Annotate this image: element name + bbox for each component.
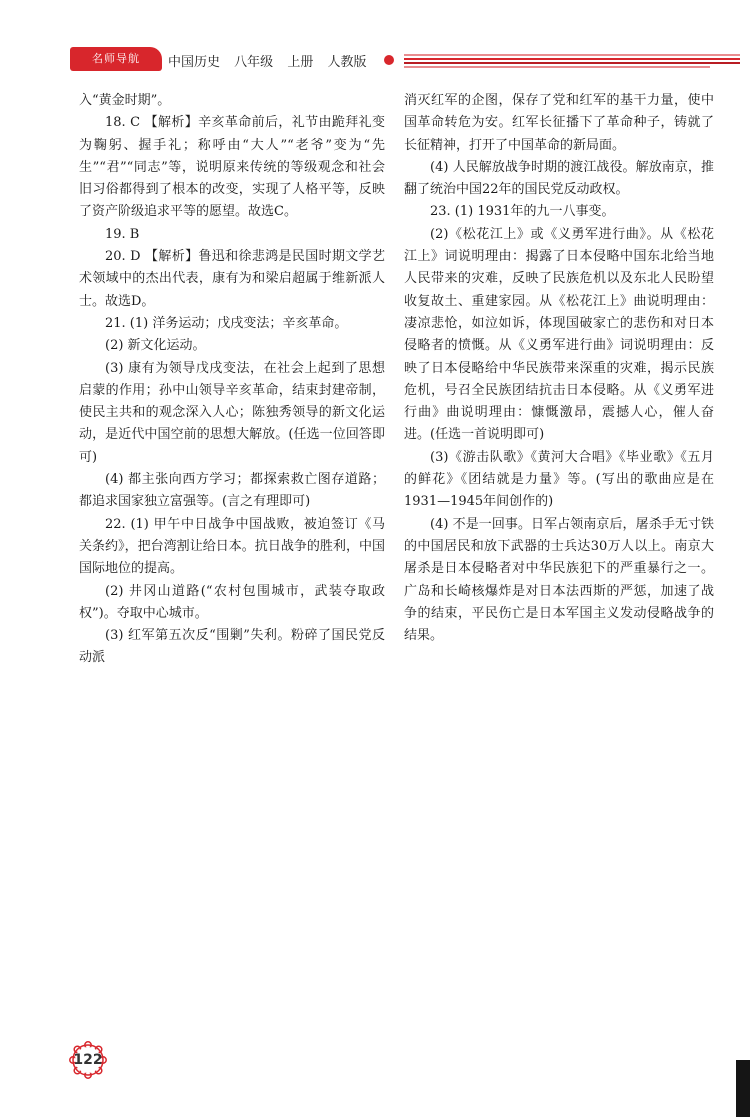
- answer-paragraph: (2)《松花江上》或《义勇军进行曲》。从《松花江上》词说明理由：揭露了日本侵略中国东北给当地人民带来的灾难，反映了民族危机以及东北人民盼望收复故土、重建家园。从《松花江上》曲说明理由：凄凉悲怆，如泣如诉，体现国破家亡的悲伤和对日本侵略者的愤慨。从《义勇军进行曲》词说明理由：反映了日本侵略给中华民族带来深重的灾难，揭示民族危机，号召全民族团结抗击日本侵略。从《义勇军进行曲》曲说明理由：慷慨激昂，震撼人心，催人奋进。(任选一首说明即可): [404, 226, 714, 443]
- series-tag: 名师导航: [70, 47, 162, 71]
- book-info: [168, 51, 376, 70]
- page-number-badge: [68, 1040, 108, 1080]
- answer-paragraph: 20. D 【解析】鲁迅和徐悲鸿是民国时期文学艺术领域中的杰出代表，康有为和梁启超属于维新派人士。故选D。: [79, 249, 385, 309]
- page-number: 122: [73, 1052, 103, 1068]
- answer-paragraph: 21. (1) 洋务运动；戊戌变法；辛亥革命。: [105, 315, 348, 331]
- answer-paragraph: 18. C 【解析】辛亥革命前后，礼节由跪拜礼变为鞠躬、握手礼；称呼由“大人”“老爷”变为“先生”“君”“同志”等，说明原来传统的等级观念和社会旧习俗都得到了根本的改变，实现了人格平等，反映了资产阶级追求平等的愿望。故选C。: [79, 115, 385, 220]
- answer-paragraph: (2) 井冈山道路(“农村包围城市，武装夺取政权”)。夺取中心城市。: [79, 583, 385, 621]
- edge-tab: [736, 1060, 750, 1117]
- answer-paragraph: (3)《游击队歌》《黄河大合唱》《毕业歌》《五月的鲜花》《团结就是力量》等。(写出的歌曲应是在1931—1945年间创作的): [404, 449, 714, 510]
- header-dot-ornament: [384, 55, 394, 65]
- header-stripe-ornament: [404, 52, 740, 68]
- subject-label: 中国历史: [168, 55, 221, 70]
- edition-label: 人教版: [327, 55, 367, 70]
- answer-paragraph: (3) 红军第五次反“围剿”失利。粉碎了国民党反动派: [79, 628, 385, 666]
- answer-paragraph: 19. B: [105, 226, 140, 242]
- answer-paragraph: 消灭红军的企图，保存了党和红军的基干力量，使中国革命转危为安。红军长征播下了革命种子，铸就了长征精神，打开了中国革命的新局面。: [404, 93, 714, 153]
- page-header: [0, 0, 750, 80]
- answer-paragraph: (4) 都主张向西方学习；都探索救亡图存道路；都追求国家独立富强等。(言之有理即可): [79, 472, 385, 510]
- answer-paragraph: 入“黄金时期”。: [79, 93, 171, 108]
- answer-paragraph: 23. (1) 1931年的九一八事变。: [430, 204, 615, 220]
- answer-paragraph: (2) 新文化运动。: [105, 338, 206, 354]
- answer-paragraph: 22. (1) 甲午中日战争中国战败，被迫签订《马关条约》，把台湾割让给日本。抗日战争的胜利，中国国际地位的提高。: [79, 516, 385, 577]
- volume-label: 上册: [287, 55, 314, 70]
- left-column: [79, 90, 385, 670]
- grade-label: 八年级: [234, 55, 274, 70]
- answer-paragraph: (3) 康有为领导戊戌变法，在社会上起到了思想启蒙的作用；孙中山领导辛亥革命，结束封建帝制，使民主共和的观念深入人心；陈独秀领导的新文化运动，是近代中国空前的思想大解放。(任选一位回答即可): [79, 360, 385, 465]
- answer-paragraph: (4) 人民解放战争时期的渡江战役。解放南京，推翻了统治中国22年的国民党反动政权。: [404, 159, 714, 198]
- answer-paragraph: (4) 不是一回事。日军占领南京后，屠杀手无寸铁的中国居民和放下武器的士兵达30万人以上。南京大屠杀是日本侵略者对中华民族犯下的严重暴行之一。广岛和长崎核爆炸是对日本法西斯的严惩，加速了战争的结束，平民伤亡是日本军国主义发动侵略战争的结果。: [404, 516, 714, 644]
- right-column: [404, 90, 714, 647]
